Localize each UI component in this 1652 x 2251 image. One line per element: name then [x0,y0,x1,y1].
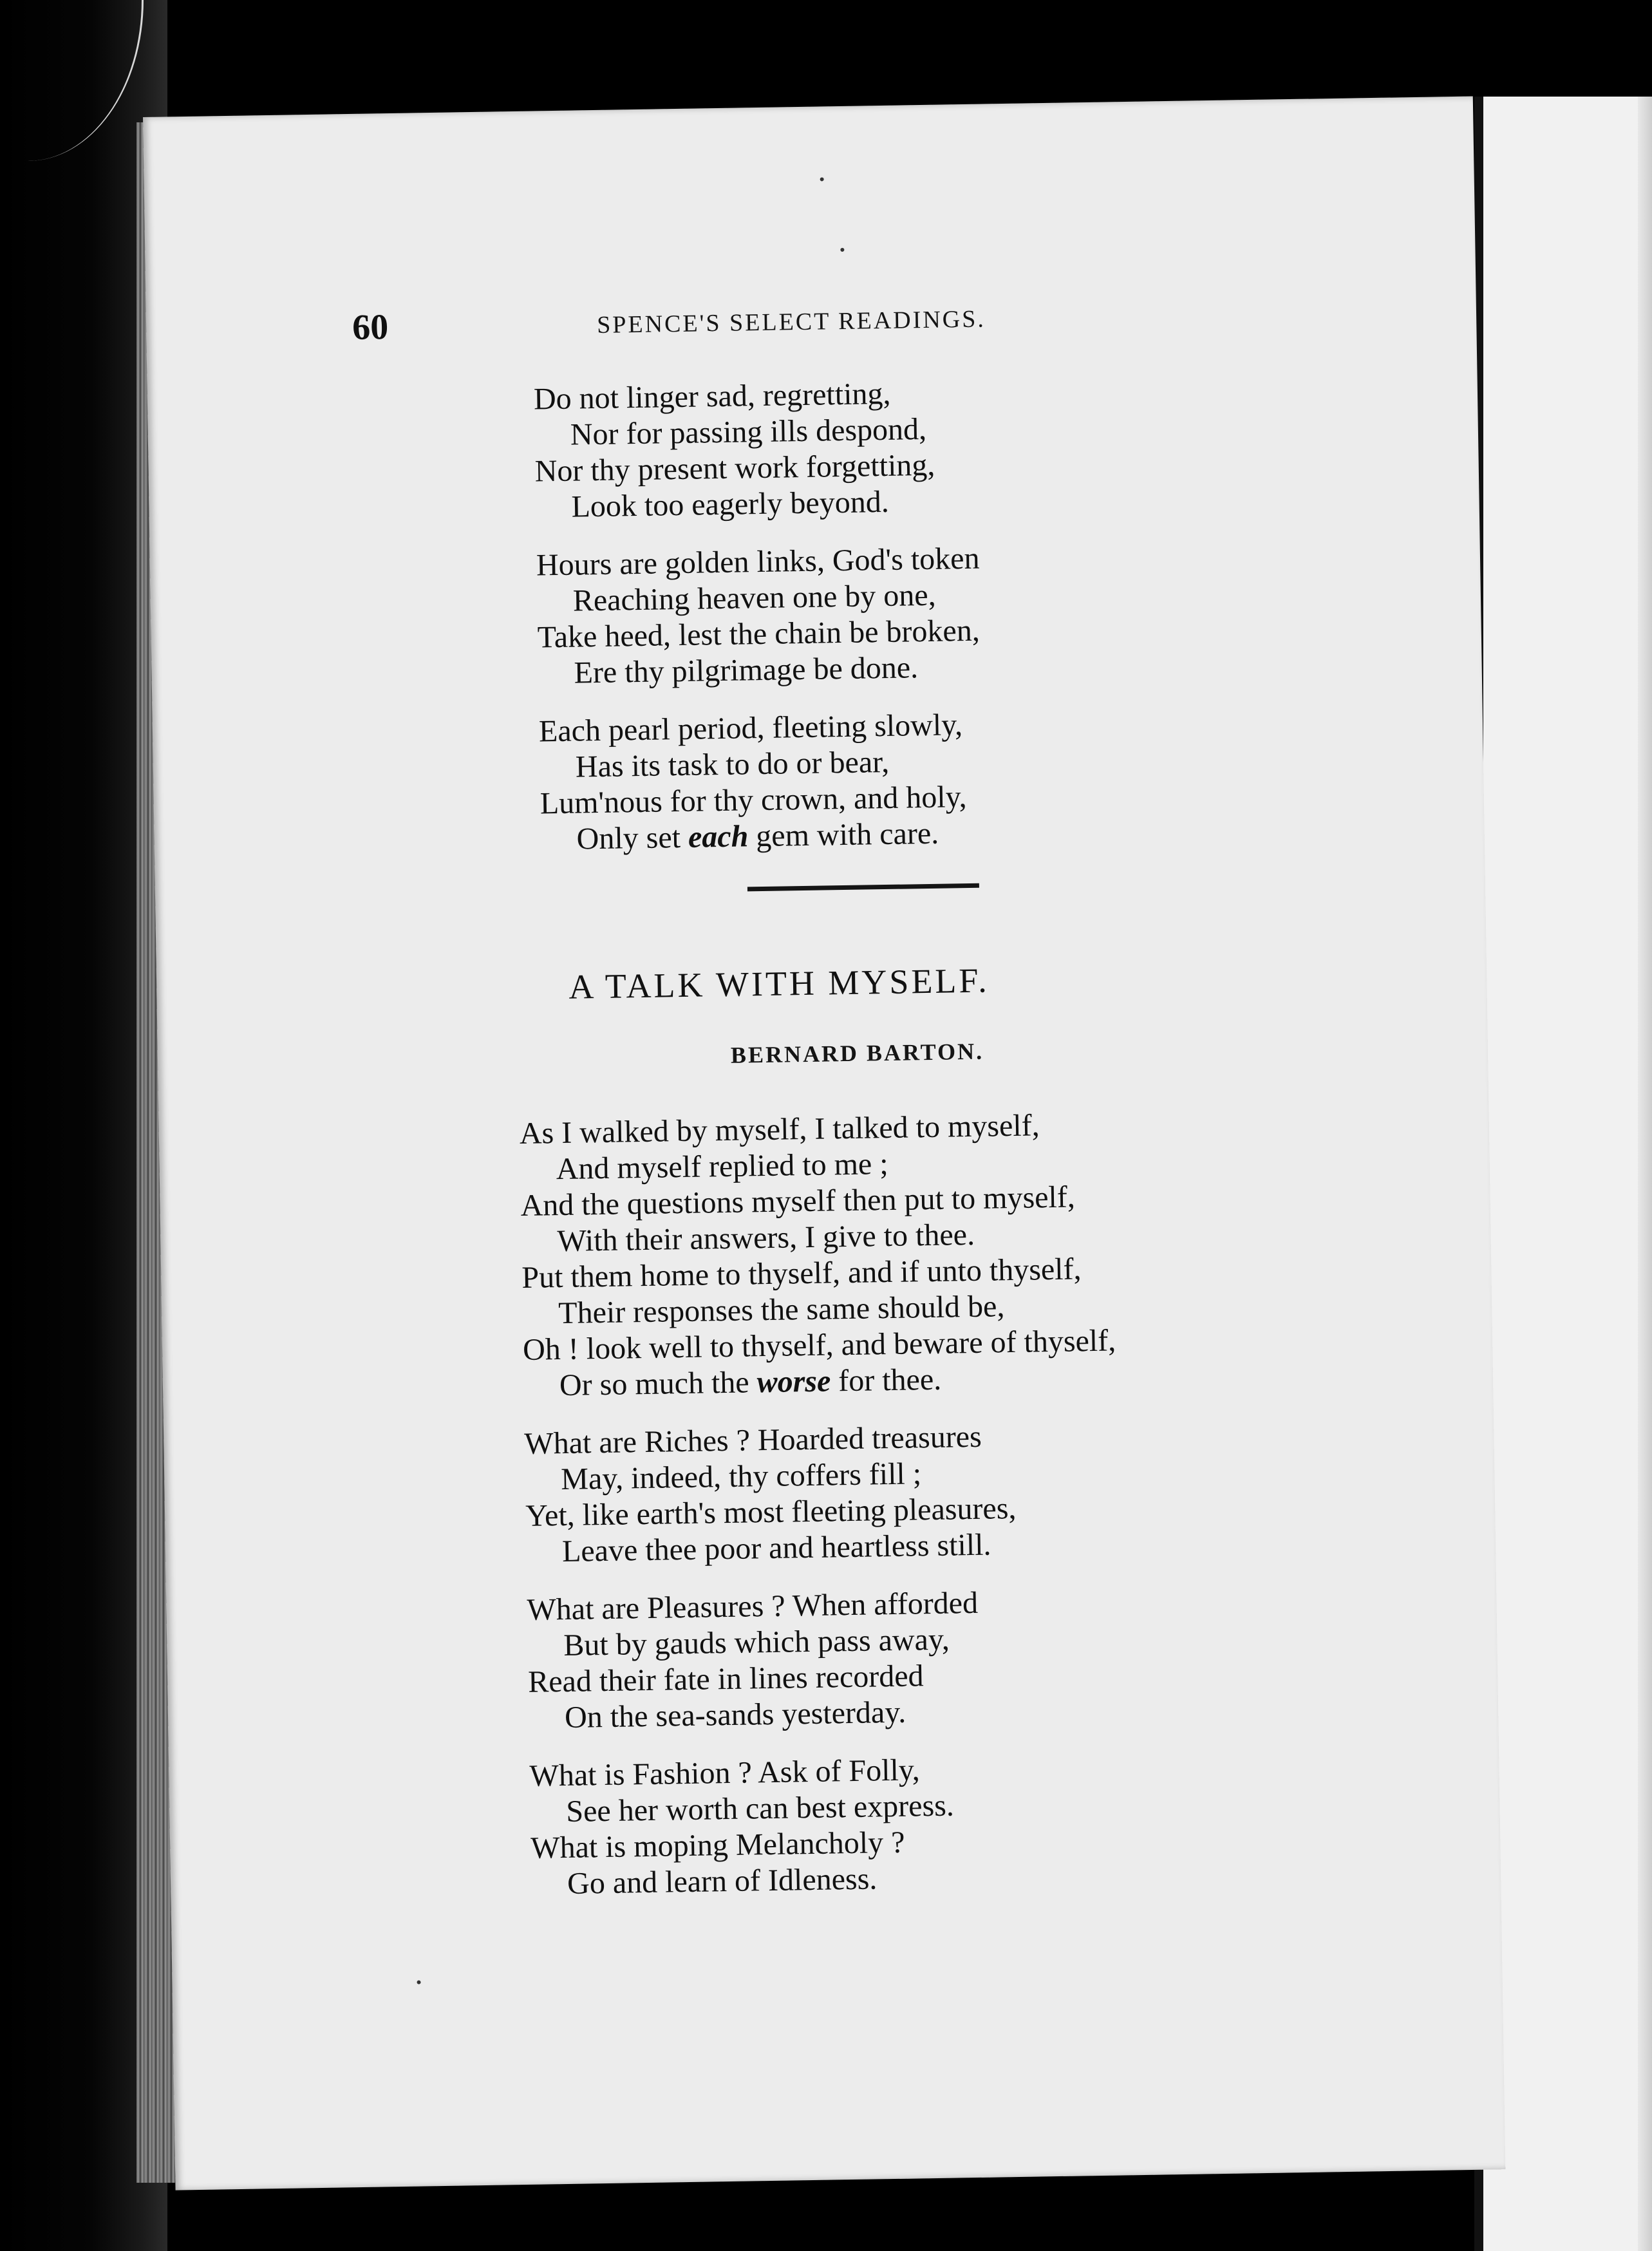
verse-line: Put them home to thyself, and if unto thyself, [521,1252,1082,1295]
section-divider [747,883,979,892]
verse-line: Nor for passing ills despond, [570,411,927,452]
stanza [536,541,982,692]
stanza [524,1417,1119,1570]
paper-speck [820,177,824,181]
stanza [527,1583,1122,1736]
stanza [529,1749,1124,1902]
verse-line: Ere thy pilgrimage be done. [574,650,919,690]
emphasized-word: worse [756,1364,831,1400]
paper-speck [417,1981,421,1984]
verse-line: And myself replied to me ; [556,1147,888,1187]
verse-line: Go and learn of Idleness. [567,1861,878,1901]
stanza [519,1107,1116,1404]
verse-line: What are Riches ? Hoarded treasures [524,1419,982,1461]
verse-line: What are Pleasures ? When afforded [527,1585,979,1627]
poem-body [519,1107,1125,1925]
verse-line: Oh ! look well to thyself, and beware of thyself, [522,1323,1116,1367]
verse-line: Nor thy present work forgetting, [534,447,935,489]
verse-line: See her worth can best express. [565,1788,955,1829]
page-header [146,290,1477,355]
stanza [534,375,979,526]
facing-page-edge [1638,97,1652,2251]
book-page [143,97,1505,2190]
running-head: SPENCE'S SELECT READINGS. [596,305,986,339]
verse-line: What is moping Melancholy ? [530,1825,905,1865]
verse-line: May, indeed, thy coffers fill ; [560,1456,922,1497]
verse-text: Only set [576,820,689,856]
emphasized-word: each [688,819,749,854]
poem-continuation [534,375,985,880]
verse-line: As I walked by myself, I talked to myself, [519,1108,1040,1151]
verse-line: Leave thee poor and heartless still. [561,1527,991,1569]
spine-highlight [26,0,144,161]
verse-text: for thee. [830,1362,942,1399]
poem-author: BERNARD BARTON. [730,1038,984,1068]
verse-line: Take heed, lest the chain be broken, [537,613,981,655]
poem-title: A TALK WITH MYSELF. [568,961,990,1006]
paper-speck [840,248,844,252]
verse-line: Their responses the same should be, [558,1289,1005,1331]
verse-line: On the sea-sands yesterday. [564,1695,906,1735]
verse-line: What is Fashion ? Ask of Folly, [529,1753,921,1793]
verse-text: Or so much the [559,1365,758,1403]
verse-line: Each pearl period, fleeting slowly, [538,708,963,749]
verse-line: Look too eagerly beyond. [571,484,890,524]
verse-line: Do not linger sad, regretting, [533,376,891,417]
verse-line: Yet, like earth's most fleeting pleasures, [525,1491,1017,1533]
verse-line: Read their fate in lines recorded [527,1659,924,1699]
verse-text: gem with care. [747,816,939,854]
verse-line: And the questions myself then put to myself, [520,1180,1076,1223]
verse-line: With their answers, I give to thee. [557,1217,975,1259]
page-number: 60 [352,307,389,348]
verse-line: But by gauds which pass away, [563,1622,950,1663]
verse-line: Reaching heaven one by one, [572,578,937,618]
verse-line: Hours are golden links, God's token [536,541,980,583]
verse-line: Lum'nous for thy crown, and holy, [540,780,967,821]
stanza [539,707,984,858]
verse-line [540,815,984,858]
verse-line: Has its task to do or bear, [575,744,890,784]
